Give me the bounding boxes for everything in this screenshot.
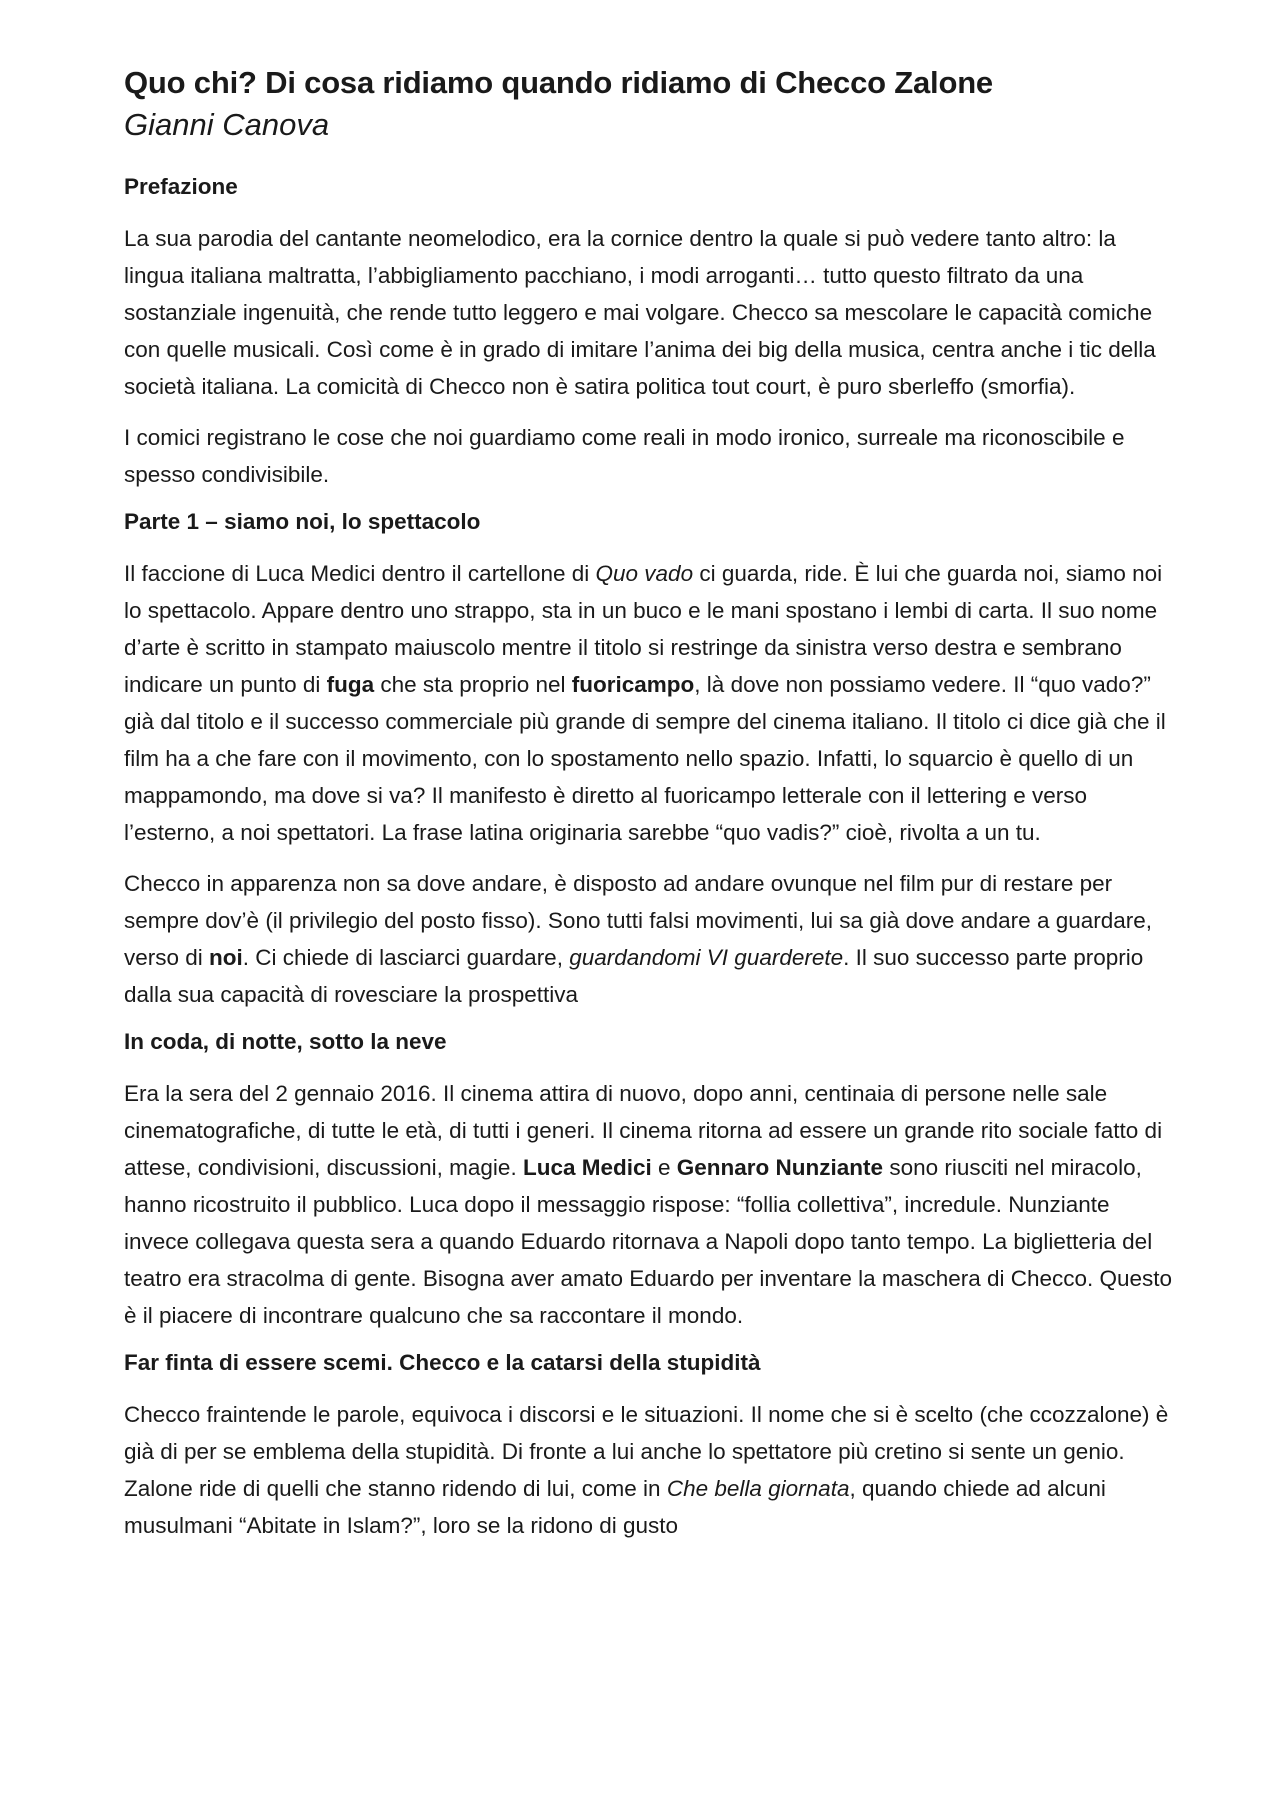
paragraph — [124, 419, 1174, 493]
section-heading: Parte 1 – siamo noi, lo spettacolo — [124, 509, 481, 534]
section-heading: Prefazione — [124, 174, 238, 199]
text-run: e — [651, 1155, 677, 1180]
section — [124, 1027, 1174, 1334]
bold-text: Luca Medici — [522, 1155, 652, 1180]
paragraph — [124, 555, 1174, 851]
italic-text: Quo vado — [595, 561, 694, 586]
text-run: , là dove non possiamo vedere. Il “quo vado?” già dal titolo e il successo commerciale più grande di sempre del cinema italiano. Il titolo ci dice già che il film ha a che fare con il movimento, con lo spostamento nello spazio. Infatti, lo squarcio è quello di un mappamondo, ma dove si va? Il manifesto è diretto al fuoricampo letterale con il lettering e verso l’esterno, a noi spettatori. La frase latina originaria sarebbe “quo vadis?” cioè, rivolta a un tu. — [124, 672, 1166, 845]
text-run: La sua parodia del cantante neomelodico, era la cornice dentro la quale si può vedere tanto altro: la lingua italiana maltratta, l’abbigliamento pacchiano, i modi arroganti… tutto questo filtrato da una sostanziale ingenuità, che rende tutto leggero e mai volgare. Checco sa mescolare le capacità comiche con quelle musicali. Così come è in grado di imitare l’anima dei big della musica, centra anche i tic della società italiana. La comicità di Checco non è satira politica tout court, è puro sberleffo (smorfia). — [124, 226, 1156, 399]
text-run: Checco fraintende le parole, equivoca i discorsi e le situazioni. Il nome che si è scelto (che ccozzalone) è già di per se emblema della stupidità. Di fronte a lui anche lo spettatore più cretino si sente un genio. Zalone ride di quelli che stanno ridendo di lui, come in — [124, 1402, 1169, 1501]
text-run: . Il suo successo parte proprio dalla sua capacità di rovesciare la prospettiva — [124, 945, 1144, 1007]
section-heading: Far finta di essere scemi. Checco e la catarsi della stupidità — [124, 1350, 761, 1375]
italic-text: Che bella giornata — [666, 1476, 850, 1501]
document-title: Quo chi? Di cosa ridiamo quando ridiamo di Checco Zalone — [124, 65, 993, 100]
text-run: sono riusciti nel miracolo, hanno ricostruito il pubblico. Luca dopo il messaggio rispose: “follia collettiva”, incredule. Nunziante invece collegava questa sera a quando Eduardo ritornava a Napoli dopo tanto tempo. La biglietteria del teatro era stracolma di gente. Bisogna aver amato Eduardo per inventare la maschera di Checco. Questo è il piacere di incontrare qualcuno che sa raccontare il mondo. — [124, 1155, 1173, 1328]
bold-text: fuga — [326, 672, 375, 697]
text-run: . Ci chiede di lasciarci guardare, — [242, 945, 570, 970]
bold-text: Gennaro Nunziante — [676, 1155, 884, 1180]
text-run: I comici registrano le cose che noi guardiamo come reali in modo ironico, surreale ma riconoscibile e spesso condivisibile. — [124, 425, 1125, 487]
document-body — [124, 172, 1174, 1544]
paragraph — [124, 220, 1174, 405]
bold-text: noi — [209, 945, 243, 970]
bold-text: fuoricampo — [571, 672, 695, 697]
paragraph — [124, 1075, 1174, 1334]
document-author: Gianni Canova — [124, 107, 330, 142]
text-run: Checco in apparenza non sa dove andare, è disposto ad andare ovunque nel film pur di restare per sempre dov’è (il privilegio del posto fisso). Sono tutti falsi movimenti, lui sa già dove andare a guardare, verso di — [124, 871, 1153, 970]
section — [124, 172, 1174, 493]
text-run: che sta proprio nel — [374, 672, 572, 697]
text-run: Era la sera del 2 gennaio 2016. Il cinema attira di nuovo, dopo anni, centinaia di persone nelle sale cinematografiche, di tutte le età, di tutti i generi. Il cinema ritorna ad essere un grande rito sociale fatto di attese, condivisioni, discussioni, magie. — [124, 1081, 1163, 1180]
text-run: Il faccione di Luca Medici dentro il cartellone di — [124, 561, 596, 586]
section — [124, 1348, 1174, 1544]
text-run: ci guarda, ride. È lui che guarda noi, siamo noi lo spettacolo. Appare dentro uno strappo, sta in un buco e le mani spostano i lembi di carta. Il suo nome d’arte è scritto in stampato maiuscolo mentre il titolo si restringe da sinistra verso destra e sembrano indicare un punto di — [124, 561, 1163, 697]
paragraph — [124, 865, 1174, 1013]
section-heading: In coda, di notte, sotto la neve — [124, 1029, 447, 1054]
text-run: , quando chiede ad alcuni musulmani “Abitate in Islam?”, loro se la ridono di gusto — [124, 1476, 1106, 1538]
document-page — [124, 62, 1174, 1558]
section — [124, 507, 1174, 1013]
paragraph — [124, 1396, 1174, 1544]
italic-text: guardandomi VI guarderete — [569, 945, 844, 970]
